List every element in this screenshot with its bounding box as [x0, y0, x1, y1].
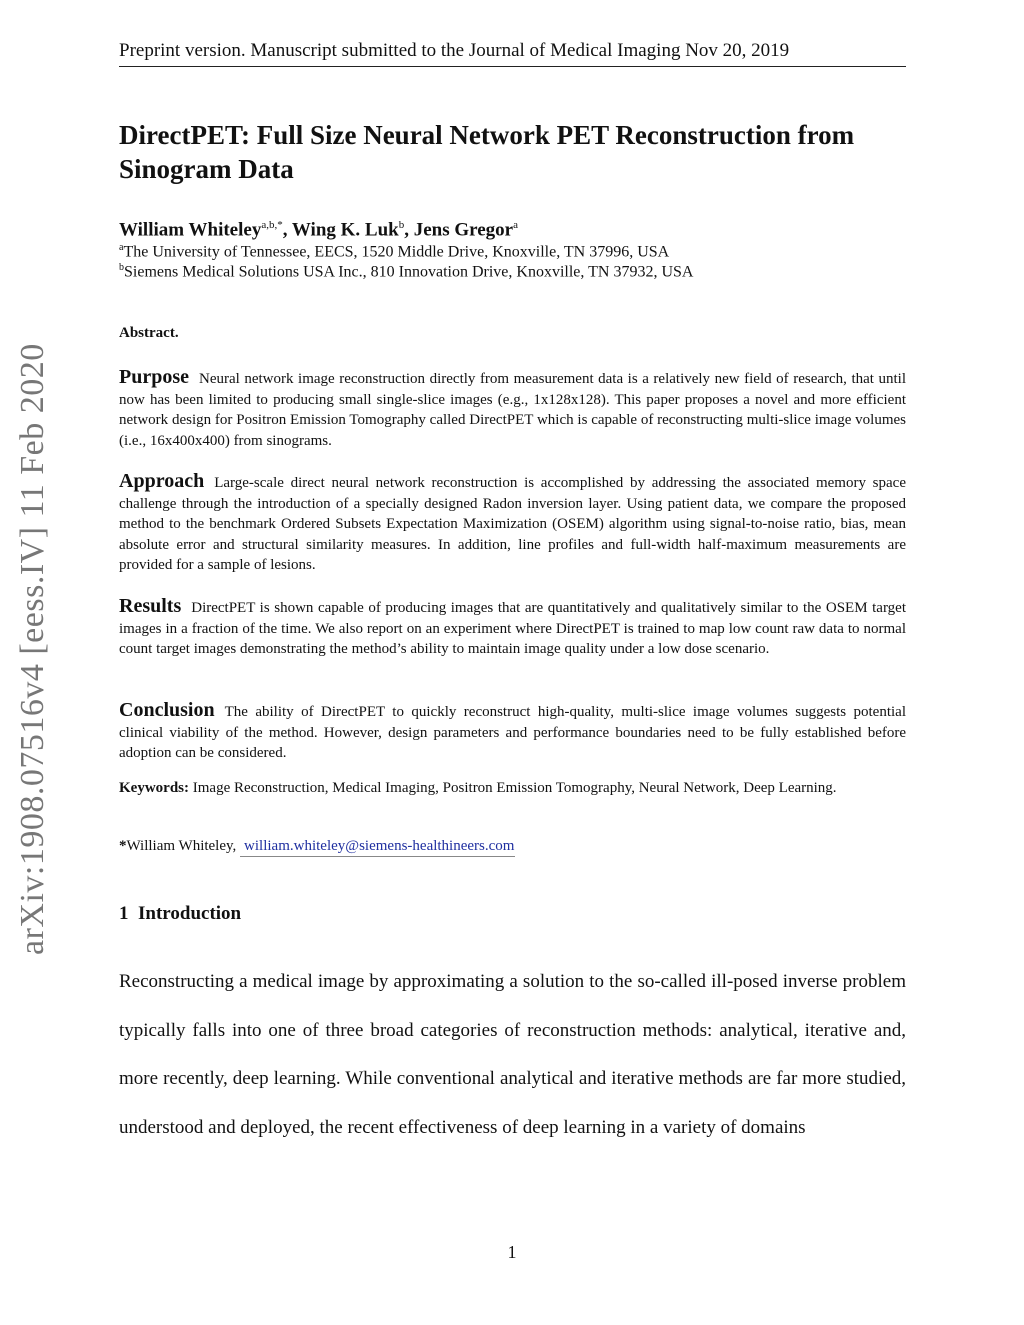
author-affil-mark: b	[398, 219, 405, 231]
affiliation-mark: a	[119, 242, 124, 253]
affiliation	[119, 258, 906, 282]
corresponding-name: William Whiteley,	[126, 838, 237, 854]
section-heading	[119, 903, 241, 925]
abstract-approach	[119, 471, 906, 576]
author-affil-mark: a	[513, 219, 519, 231]
abstract-heading: Conclusion	[119, 699, 215, 721]
author-name: Jens Gregor	[413, 219, 514, 241]
keywords-text: Image Reconstruction, Medical Imaging, Positron Emission Tomography, Neural Network, Deep Learning.	[192, 780, 837, 796]
page-number: 1	[507, 1242, 517, 1262]
abstract-conclusion	[119, 700, 906, 764]
affiliation-text: The University of Tennessee, EECS, 1520 Middle Drive, Knoxville, TN 37996, USA	[123, 243, 670, 261]
author-name: Wing K. Luk	[291, 219, 399, 241]
author-affil-mark: a,b,*	[261, 219, 283, 231]
affiliation-text: Siemens Medical Solutions USA Inc., 810 Innovation Drive, Knoxville, TN 37932, USA	[124, 263, 694, 281]
abstract-text: Large-scale direct neural network reconstruction is accomplished by addressing the associated memory space challenge through the introduction of a specially designed Radon inversion layer. Using patient data, we compare the proposed method to the benchmark Ordered Subsets Expectation Maximization (OSEM) algorithm using signal-to-noise ratio, bias, mean absolute error and structural similarity measures. In addition, line profiles and full-width half-maximum measurements are provided for a sample of lesions.	[119, 475, 906, 573]
section-title: Introduction	[138, 903, 242, 924]
author-list: William Whiteley$^{a,b,*}$, Wing K. Luk$^b$, Jens Gregor$^a$	[119, 219, 519, 241]
abstract-purpose	[119, 367, 906, 451]
abstract-heading: Results	[119, 595, 182, 617]
abstract-text: Neural network image reconstruction directly from measurement data is a relatively new field of research, that until now has been limited to producing small single-slice images (e.g., 1x128x128). This paper proposes a novel and more efficient network design for Positron Emission Tomography called DirectPET which is capable of reconstructing multi-slice image volumes (i.e., 16x400x400) from sinograms.	[119, 371, 906, 449]
intro-paragraph: Reconstructing a medical image by approximating a solution to the so-called ill-posed inverse problem typically falls into one of three broad categories of reconstruction methods: analytical, iterative and, more recently, deep learning. While conventional analytical and iterative methods are far more studied, understood and deployed, the recent effectiveness of deep learning in a variety of domains	[119, 971, 906, 1138]
email-link[interactable]: william.whiteley@siemens-healthineers.com	[240, 838, 515, 857]
affiliation-mark: b	[119, 262, 124, 273]
corresponding-mark: *	[119, 838, 127, 854]
section-number: 1	[119, 903, 129, 924]
arxiv-stamp: arXiv:1908.07516v4 [eess.IV] 11 Feb 2020	[14, 343, 51, 955]
abstract-results	[119, 596, 906, 660]
running-header: Preprint version. Manuscript submitted to the Journal of Medical Imaging Nov 20, 2019	[119, 40, 906, 67]
author-name: William Whiteley	[119, 219, 262, 241]
keywords-label: Keywords:	[119, 780, 189, 796]
abstract-heading: Purpose	[119, 366, 189, 388]
abstract-label: Abstract.	[119, 325, 179, 341]
keywords	[119, 776, 906, 800]
abstract-heading: Approach	[119, 470, 205, 492]
abstract-text: The ability of DirectPET to quickly reconstruct high-quality, multi-slice image volumes suggests potential clinical viability of the method. However, design parameters and performance boundaries need to be fully established before adoption can be considered.	[119, 704, 906, 761]
corresponding-author	[119, 836, 906, 856]
paper-title: DirectPET: Full Size Neural Network PET Reconstruction from Sinogram Data	[119, 120, 855, 184]
abstract-text: DirectPET is shown capable of producing images that are quantitatively and qualitatively similar to the OSEM target images in a fraction of the time. We also report on an experiment where DirectPET is trained to map low count raw data to normal count target images demonstrating the method’s ability to maintain image quality under a low dose scenario.	[119, 600, 906, 657]
